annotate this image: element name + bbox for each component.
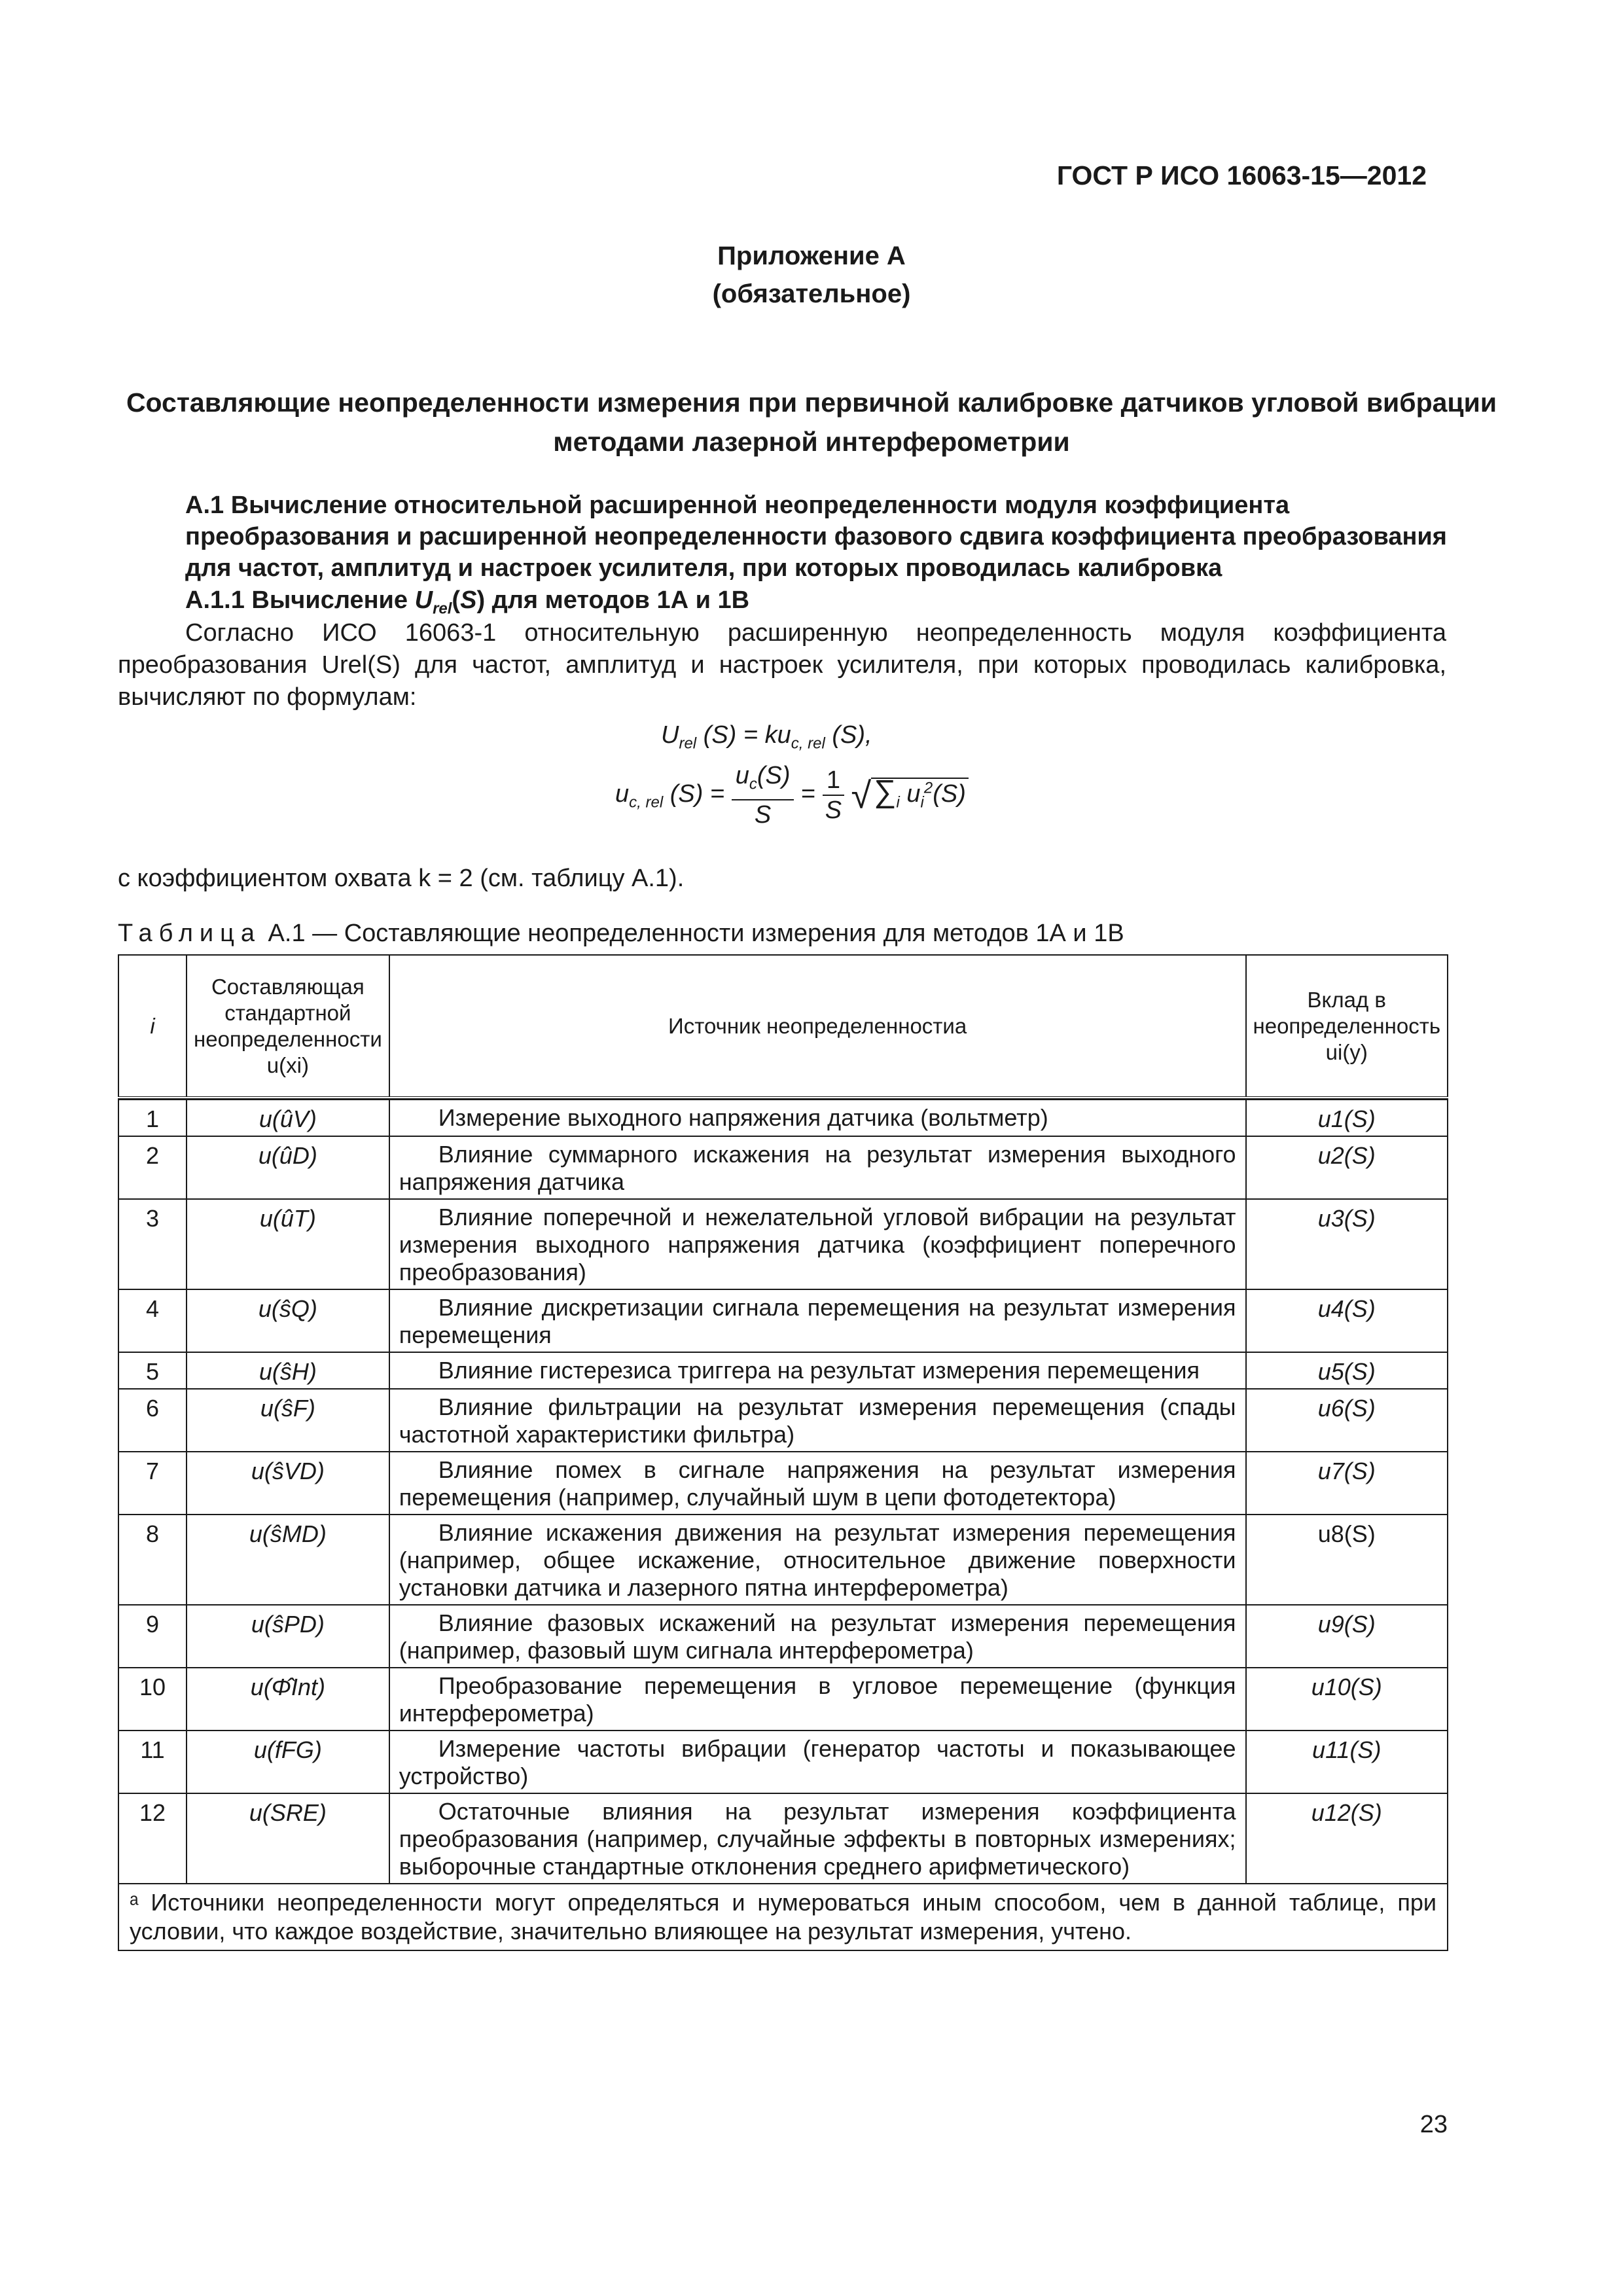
row-contribution: u4(S) — [1246, 1289, 1448, 1352]
row-source — [389, 1100, 1246, 1136]
row-contribution: u5(S) — [1246, 1352, 1448, 1389]
row-source-text: Влияние поперечной и нежелательной угловой вибрации на результат измерения выходного напряжения датчика (коэффициент поперечного преобразования) — [399, 1204, 1236, 1285]
row-contribution: u12(S) — [1246, 1793, 1448, 1884]
row-source — [389, 1352, 1246, 1389]
row-source-text: Измерение выходного напряжения датчика (вольтметр) — [438, 1104, 1048, 1131]
table-row — [118, 1731, 1448, 1793]
row-source — [389, 1389, 1246, 1452]
row-source-text: Влияние искажения движения на результат измерения перемещения (например, общее искажение, относительное движение поверхности установки датчика и лазерного пятна интерферометра) — [399, 1519, 1236, 1601]
row-source — [389, 1452, 1246, 1515]
row-index: 5 — [118, 1352, 187, 1389]
row-source-text: Влияние фазовых искажений на результат измерения перемещения (например, фазовый шум сигнала интерферометра) — [399, 1609, 1236, 1664]
table-caption-word: Таблица — [118, 920, 261, 947]
row-contribution: u10(S) — [1246, 1668, 1448, 1731]
row-source — [389, 1199, 1246, 1289]
row-source-text: Влияние суммарного искажения на результат измерения выходного напряжения датчика — [399, 1141, 1236, 1195]
row-source — [389, 1668, 1246, 1731]
row-source — [389, 1731, 1246, 1793]
table-row — [118, 1389, 1448, 1452]
formula-uc-rel: $u_{c, rel}$ (S) = $\frac{u_c(S)}{S}$ = $\frac{1}{S}$ $√\sum_i$ $u_i^2(S)$ — [615, 761, 969, 829]
row-source — [389, 1515, 1246, 1605]
standard-code-header: ГОСТ Р ИСО 16063-15—2012 — [1056, 160, 1427, 190]
row-index: 2 — [118, 1136, 187, 1199]
section-a1-heading: А.1 Вычисление относительной расширенной неопределенности модуля коэффициента преобразования и расширенной неопределенности фазового сдвига коэффициента преобразования для частот, амплитуд и настроек усилителя, при которых проводилась калибровка — [185, 492, 1447, 582]
row-index: 4 — [118, 1289, 187, 1352]
row-contribution: u6(S) — [1246, 1389, 1448, 1452]
row-source-text: Влияние дискретизации сигнала перемещения на результат измерения перемещения — [399, 1294, 1236, 1348]
row-index: 11 — [118, 1731, 187, 1793]
table-row — [118, 1352, 1448, 1389]
formula-urel: $U_{rel}$ $(S) = ku_{c, rel}$ (S), — [661, 721, 872, 753]
row-index: 1 — [118, 1100, 187, 1136]
page-number: 23 — [1419, 2111, 1448, 2138]
row-source-text: Влияние фильтрации на результат измерения перемещения (спады частотной характеристики фильтра) — [399, 1393, 1236, 1448]
row-index: 12 — [118, 1793, 187, 1884]
row-index: 6 — [118, 1389, 187, 1452]
row-source-text: Влияние гистерезиса триггера на результат измерения перемещения — [438, 1357, 1200, 1384]
table-caption-text: А.1 — Составляющие неопределенности измерения для методов 1А и 1В — [261, 920, 1124, 947]
table-row — [118, 1100, 1448, 1136]
table-row — [118, 1793, 1448, 1884]
row-source — [389, 1793, 1246, 1884]
row-contribution: u1(S) — [1246, 1100, 1448, 1136]
uncertainty-table — [118, 954, 1448, 1951]
row-component: u(SRE) — [187, 1793, 389, 1884]
annex-heading — [0, 237, 1623, 313]
table-row — [118, 1136, 1448, 1199]
row-component: u(ŝMD) — [187, 1515, 389, 1605]
table-header-row — [118, 955, 1448, 1098]
section-a11-heading: А.1.1 Вычисление $U_{rel}(S)$ для методов 1А и 1В — [185, 586, 750, 618]
row-component: u(ŝVD) — [187, 1452, 389, 1515]
row-component: u(ŝH) — [187, 1352, 389, 1389]
row-index: 3 — [118, 1199, 187, 1289]
table-row — [118, 1289, 1448, 1352]
coverage-paragraph: с коэффициентом охвата k = 2 (см. таблицу А.1). — [118, 865, 685, 892]
table-footnote: ᵃ Источники неопределенности могут определяться и нумероваться иным способом, чем в данной таблице, при условии, что каждое воздействие, значительно влияющее на результат измерения, учтено. — [118, 1884, 1448, 1950]
table-row — [118, 1452, 1448, 1515]
table-row — [118, 1605, 1448, 1668]
fraction-uc-s: $\frac{u_c(S)}{S}$ — [732, 761, 794, 829]
row-index: 7 — [118, 1452, 187, 1515]
row-source-text: Влияние помех в сигнале напряжения на результат измерения перемещения (например, случайный шум в цепи фотодетектора) — [399, 1456, 1236, 1511]
row-contribution: u7(S) — [1246, 1452, 1448, 1515]
row-source-text: Остаточные влияния на результат измерения коэффициента преобразования (например, случайные эффекты в повторных измерениях; выборочные стандартные отклонения среднего арифметического) — [399, 1798, 1236, 1880]
header-source: Источник неопределенностиa — [389, 955, 1246, 1098]
row-contribution: u3(S) — [1246, 1199, 1448, 1289]
row-contribution: u11(S) — [1246, 1731, 1448, 1793]
table-row — [118, 1199, 1448, 1289]
row-source-text: Преобразование перемещения в угловое перемещение (функция интерферометра) — [399, 1672, 1236, 1727]
header-index: i — [118, 955, 187, 1098]
table-caption — [118, 920, 1124, 948]
row-component: u(fFG) — [187, 1731, 389, 1793]
table-row — [118, 1515, 1448, 1605]
row-component: u(ûT) — [187, 1199, 389, 1289]
row-component: u(ŝQ) — [187, 1289, 389, 1352]
table-row — [118, 1668, 1448, 1731]
row-component: u(ûV) — [187, 1100, 389, 1136]
row-source — [389, 1136, 1246, 1199]
row-source-text: Измерение частоты вибрации (генератор частоты и показывающее устройство) — [399, 1735, 1236, 1789]
row-contribution: u8(S) — [1246, 1515, 1448, 1605]
annex-status: (обязательное) — [712, 279, 911, 308]
row-component: u(Φ̂Int) — [187, 1668, 389, 1731]
row-component: u(ûD) — [187, 1136, 389, 1199]
row-component: u(ŝPD) — [187, 1605, 389, 1668]
header-contribution: Вклад в неопределенность ui(y) — [1246, 955, 1448, 1098]
row-contribution: u9(S) — [1246, 1605, 1448, 1668]
annex-title: Приложение А — [717, 242, 906, 270]
intro-text: Согласно ИСО 16063-1 относительную расширенную неопределенность модуля коэффициента преобразования Urel(S) для частот, амплитуд и настроек усилителя, при которых проводилась калибровка, вычисляют по формулам: — [118, 619, 1446, 711]
row-source — [389, 1289, 1246, 1352]
row-source — [389, 1605, 1246, 1668]
row-contribution: u2(S) — [1246, 1136, 1448, 1199]
intro-paragraph — [118, 617, 1446, 713]
annex-main-title: Составляющие неопределенности измерения при первичной калибровке датчиков угловой вибрации методами лазерной интерферометрии — [126, 387, 1497, 457]
row-component: u(ŝF) — [187, 1389, 389, 1452]
fraction-one-s: $\frac{1}{S}$ — [823, 766, 844, 825]
table-footnote-row — [118, 1884, 1448, 1950]
row-index: 8 — [118, 1515, 187, 1605]
row-index: 10 — [118, 1668, 187, 1731]
row-index: 9 — [118, 1605, 187, 1668]
header-component: Составляющая стандартной неопределенности u(xi) — [187, 955, 389, 1098]
